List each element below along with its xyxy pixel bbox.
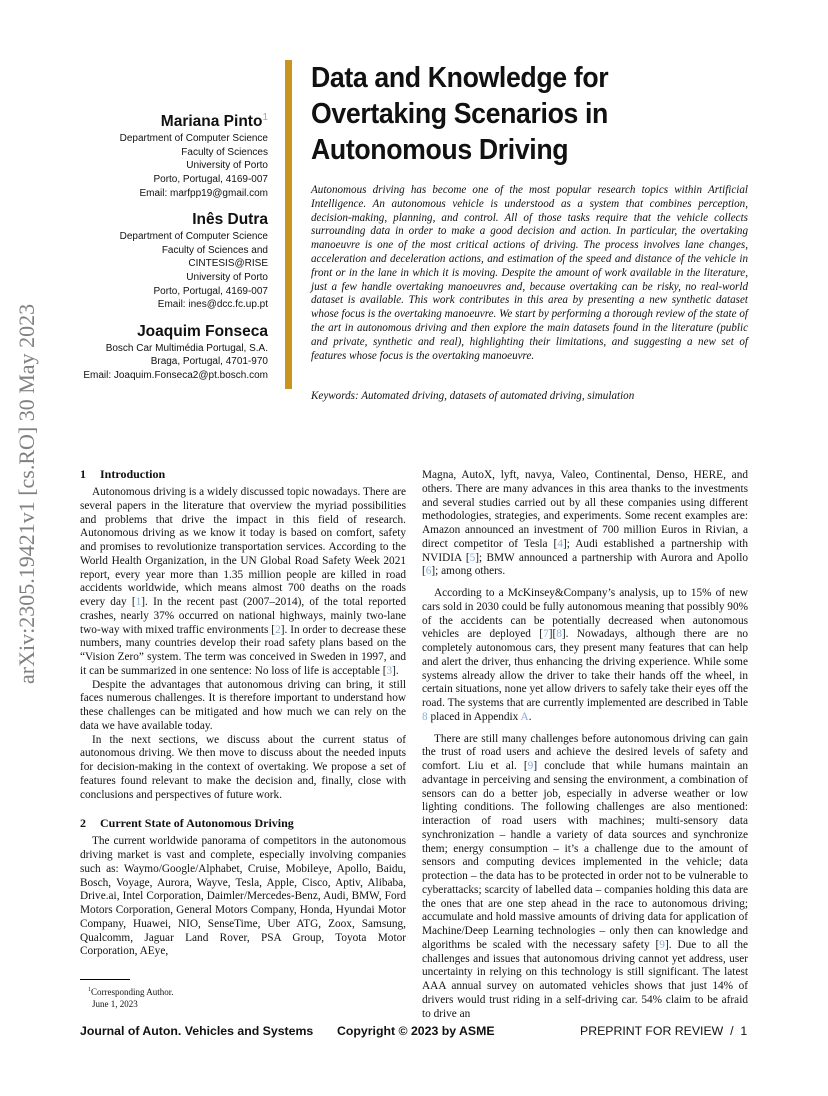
title-accent-bar	[285, 60, 292, 389]
author-affiliation: Porto, Portugal, 4169-007	[153, 173, 268, 185]
citation-link[interactable]: 3	[386, 664, 393, 677]
author-name: Mariana Pinto$^1$	[160, 112, 268, 131]
paragraph: The current worldwide panorama of competitors in the autonomous driving market is vast and complete, especially involving companies such as: Waymo/Google/Alphabet, Cruise, Mobileye, Apollo, Baidu, Bosch, Voyage, Aurora, Wayve, Tesla, Apple, Cisco, Aptiv, Alibaba, Drive.ai, Intel Corporation, Daimler/Mercedes-Benz, Audi, BMW, Ford Motors Corporation, General Motors Company, Honda, Hyundai Motor Company, Huawei, NIO, SenseTime, Uber ATG, Zoox, Samsung, Qualcomm, Jaguar Land Rover, PSA Group, Toyota Motor Corporation, AEye,	[80, 835, 406, 958]
footnote-date: June 1, 2023	[92, 999, 138, 1009]
author-name: Joaquim Fonseca	[137, 322, 268, 340]
footnote-text: Corresponding Author.	[91, 987, 174, 997]
author-affiliation: University of Porto	[186, 160, 268, 172]
citation-link[interactable]: 6	[425, 565, 432, 578]
left-column	[80, 467, 406, 959]
author-affiliation: Email: ines@dcc.fc.up.pt	[157, 299, 268, 311]
paragraph: Autonomous driving is a widely discussed topic nowadays. There are several papers in the literature that overview the myriad possibilities and problems that drive the impact in this field of research. Autonomous driving as we know it today is based on comfort, safety and promises to revolutionize transportation services. According to the World Health Organization, in the UN Global Road Safety Week 2021 report, every year more than 1.35 million people are killed in road accidents worldwide, which means almost 700 deaths on the roads every day [1]. In the recent past (2007–2014), of the total reported crashes, nearly 37% occurred on national highways, mainly two-lane two-way with mixed traffic environments [2]. In order to decrease these numbers, many countries develop their road safety plans based on the “Vision Zero” system. The term was conceived in Sweden in 1997, and it can be summarized in one sentence: No loss of life is acceptable [3].	[80, 486, 407, 677]
author-affiliation: Faculty of Sciences	[181, 146, 268, 158]
citation-link[interactable]: 5	[469, 551, 476, 564]
citation-link[interactable]: 2	[275, 623, 281, 636]
author-block	[80, 108, 268, 392]
author	[80, 108, 268, 200]
section-heading-current-state: 2 Current State of Autonomous Driving	[80, 816, 294, 831]
citation-link[interactable]: 8	[422, 710, 428, 723]
footnote-rule	[80, 979, 130, 980]
paragraph: In the next sections, we discuss about the current status of autonomous driving. We then move to discuss about the needed inputs for decision-making in the context of overtaking. We propose a set of features found relevant to make the decision and, finally, close with conclusions and perspectives of future work.	[80, 733, 406, 801]
title-line: Autonomous Driving	[311, 134, 569, 166]
author-affiliation: Department of Computer Science	[119, 231, 268, 243]
paragraph: Magna, AutoX, lyft, navya, Valeo, Continental, Denso, HERE, and others. There are many advances in this area thanks to the investments and several studies carried out by all these companies using different methodologies, strategies, and experiments. Some recent examples are: Amazon announced an investment of 700 million Euros in Rivian, a direct competitor of Tesla [4]; Audi established a partnership with NVIDIA [5]; BMW announced a partnership with Aurora and Apollo [6]; among others.	[422, 469, 748, 578]
author-affiliation: Porto, Portugal, 4169-007	[153, 285, 268, 297]
right-column	[422, 469, 748, 1021]
author-affiliation: Department of Computer Science	[119, 133, 268, 145]
paper-title	[311, 60, 697, 168]
section-heading-introduction: 1 Introduction	[80, 467, 166, 481]
author-affiliation: Bosch Car Multimédia Portugal, S.A.	[105, 342, 268, 354]
citation-link[interactable]: 1	[135, 596, 142, 608]
citation-link[interactable]: 9	[659, 938, 665, 951]
citation-link[interactable]: 9	[527, 760, 534, 772]
footer-copyright: Copyright © 2023 by ASME	[337, 1024, 495, 1038]
abstract: Autonomous driving has become one of the most popular research topics within Artificial Intelligence. An autonomous vehicle is understood as a system that combines perception, decision-making, planning, and control. All of those tasks require that the vehicle collects surrounding data in order to make a good decision and action. In particular, the overtaking manoeuvre is one of the most critical actions of driving. The process involves lane changes, acceleration and deceleration actions, and estimation of the speed and distance of the vehicle in front or in the lane in which it is moving. Despite the amount of work available in the literature, just a few handle overtaking manoeuvres and, because overtaking can be risky, no real-world dataset is available. This work contributes in this area by presenting a new synthetic dataset whose focus is the overtaking manoeuvre. We start by performing a thorough review of the state of the art in autonomous driving and then explore the main datasets found in the literature (public and private, synthetic and real), highlighting their limitations, and suggesting a new set of features whose focus is the overtaking manoeuvre.	[311, 184, 748, 362]
arxiv-identifier-stamp	[2, 296, 46, 686]
author-affiliation: Email: Joaquim.Fonseca2@pt.bosch.com	[83, 369, 268, 381]
citation-link[interactable]: 8	[556, 628, 562, 641]
author-affiliation: Faculty of Sciences and CINTESIS@RISE	[161, 244, 268, 270]
citation-link[interactable]: 4	[557, 537, 563, 550]
footnote: $^1$Corresponding Author. June 1, 2023	[80, 984, 174, 1010]
author	[80, 210, 268, 312]
author	[80, 322, 268, 383]
title-line: Overtaking Scenarios in	[311, 98, 609, 130]
citation-link[interactable]: 7	[543, 628, 549, 641]
arxiv-id-text: arXiv:2305.19421v1 [cs.RO] 30 May 2023	[14, 303, 39, 684]
author-affiliation: Braga, Portugal, 4701-970	[150, 356, 268, 368]
author-affiliation: University of Porto	[186, 271, 268, 283]
keywords: Keywords: Automated driving, datasets of automated driving, simulation	[311, 390, 635, 402]
paragraph: There are still many challenges before autonomous driving can gain the trust of road users and achieve the desired levels of safety and comfort. Liu et al. [9] conclude that while humans maintain an advantage in perceiving and sensing the environment, a combination of sensors can do a better job, especially in adverse weather or low lighting conditions. The following challenges are also mentioned: interaction of road users with machines; multi-sensory data synchronization – handle a variety of data sources and synchronize them; energy consumption – it’s a challenge due to the amount of sensors and computing devices implemented in the vehicle; data protection – the data has to be protected in order not to be vulnerable to cyberattacks; scarcity of labelled data – companies holding this data are the ones that are one step ahead in the race to autonomous driving; accumulate and hold massive amounts of driving data for application of Machine/Deep Learning technologies – only then can knowledge and algorithms be scaled with the necessary safety [9]. Due to all the challenges and issues that autonomous driving cannot yet address, user uncertainty in relying on this technology is still significant. The latest AAA annual survey on automated vehicles shows that just 14% of drivers would trust riding in a self-driving car. 54% claim to be afraid to drive an	[422, 732, 748, 1020]
footer-journal: Journal of Auton. Vehicles and Systems	[80, 1024, 314, 1038]
author-affiliation: Email: marfpp19@gmail.com	[139, 187, 268, 199]
citation-link[interactable]: A	[520, 710, 529, 723]
title-line: Data and Knowledge for	[311, 62, 609, 94]
paragraph: Despite the advantages that autonomous driving can bring, it still faces numerous challenges. It is therefore important to understand how these challenges can be mitigated and how much we can rely on the data we have available today.	[80, 678, 406, 732]
footer-page: PREPRINT FOR REVIEW / 1	[580, 1024, 748, 1038]
author-name: Inês Dutra	[192, 211, 268, 229]
paragraph: According to a McKinsey&Company’s analysis, up to 15% of new cars sold in 2030 could be fully autonomous meaning that possibly 90% of the accidents can be potentially decreased when autonomous vehicles are deployed [7][8]. Nowadays, although there are no completely autonomous cars, they present many features that can help and alert the driver, thus enhancing the driving experience. While some systems already allow the driver to take their hands off the wheel, in certain situations, none yet allow drivers to safely take their eyes off the road. The systems that are currently implemented are described in Table 8 placed in Appendix A.	[422, 587, 748, 723]
